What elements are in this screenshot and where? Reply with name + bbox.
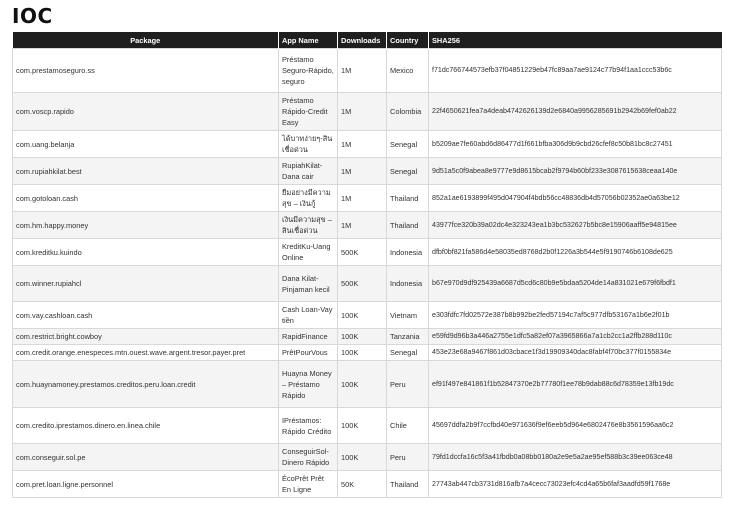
app-name-cell: ÉcoPrêt Prêt En Ligne	[279, 471, 338, 498]
downloads-cell: 1M	[338, 212, 387, 239]
sha256-cell: b5209ae7fe60abd6d86477d1f661bfba306d9b9cbd26cfef8c50b81bc8c27451	[429, 131, 722, 158]
downloads-cell: 1M	[338, 185, 387, 212]
package-cell: com.hm.happy.money	[13, 212, 279, 239]
downloads-cell: 100K	[338, 302, 387, 329]
table-row	[13, 471, 722, 498]
country-cell: Thailand	[387, 185, 429, 212]
app-name-cell: ยืมอย่างมีความสุข – เงินกู้	[279, 185, 338, 212]
app-name-cell: PrêtPourVous	[279, 345, 338, 361]
package-cell: com.voscp.rapido	[13, 93, 279, 131]
sha256-cell: b67e970d9df925439a6687d5cd6c80b9e5bdaa5204de14a831021e679f6fbdf1	[429, 266, 722, 302]
table-row	[13, 239, 722, 266]
column-header-downloads: Downloads	[338, 32, 387, 49]
sha256-cell: 27743ab447cb3731d816afb7a4cecc73023efc4cd4a65b6faf3aadfd59f1768e	[429, 471, 722, 498]
package-cell: com.uang.belanja	[13, 131, 279, 158]
header-row	[13, 32, 722, 49]
sha256-cell: 79fd1dccfa16c5f3a41fbdb0a08bb0180a2e9e5a2ae95ef588b3c39ee063ce48	[429, 444, 722, 471]
column-header-sha256: SHA256	[429, 32, 722, 49]
table-row	[13, 345, 722, 361]
table-row	[13, 49, 722, 93]
ioc-table	[12, 32, 722, 498]
table-row	[13, 361, 722, 408]
sha256-cell: 852a1ae6193899f495d047904f4bdb56cc48836db4d57056b02352ae0a63be12	[429, 185, 722, 212]
app-name-cell: Dana Kilat-Pinjaman kecil	[279, 266, 338, 302]
app-name-cell: IPréstamos: Rápido Crédito	[279, 408, 338, 444]
column-header-country: Country	[387, 32, 429, 49]
package-cell: com.credit.orange.enespeces.mtn.ouest.wave.argent.tresor.payer.pret	[13, 345, 279, 361]
table-row	[13, 302, 722, 329]
table-row	[13, 131, 722, 158]
country-cell: Peru	[387, 444, 429, 471]
sha256-cell: e59fd9d96b3a446a2755e1dfc5a82ef07a3965866a7a1cb2cc1a2ffb288d110c	[429, 329, 722, 345]
app-name-cell: RupiahKilat-Dana cair	[279, 158, 338, 185]
package-cell: com.prestamoseguro.ss	[13, 49, 279, 93]
column-header-app-name: App Name	[279, 32, 338, 49]
downloads-cell: 500K	[338, 239, 387, 266]
sha256-cell: 453e23e68a9467f861d03cbace1f3d19909340dac8fabf4f70bc377f0155834e	[429, 345, 722, 361]
table-row	[13, 212, 722, 239]
package-cell: com.gotoloan.cash	[13, 185, 279, 212]
sha256-cell: f71dc766744573efb37f04851229eb47fc89aa7ae9124c77b94f1aa1ccc53b6c	[429, 49, 722, 93]
package-cell: com.huaynamoney.prestamos.creditos.peru.loan.credit	[13, 361, 279, 408]
downloads-cell: 100K	[338, 408, 387, 444]
downloads-cell: 1M	[338, 93, 387, 131]
downloads-cell: 1M	[338, 158, 387, 185]
package-cell: com.conseguir.sol.pe	[13, 444, 279, 471]
country-cell: Indonesia	[387, 266, 429, 302]
package-cell: com.restrict.bright.cowboy	[13, 329, 279, 345]
country-cell: Senegal	[387, 345, 429, 361]
app-name-cell: ได้บาทง่ายๆ-สินเชื่อด่วน	[279, 131, 338, 158]
downloads-cell: 1M	[338, 49, 387, 93]
downloads-cell: 100K	[338, 345, 387, 361]
app-name-cell: Préstamo Seguro-Rápido, seguro	[279, 49, 338, 93]
country-cell: Indonesia	[387, 239, 429, 266]
table-row	[13, 158, 722, 185]
sha256-cell: e303fdfc7fd02572e387b8b992be2fed57194c7af5c977dfb53167a1b6e2f01b	[429, 302, 722, 329]
country-cell: Peru	[387, 361, 429, 408]
app-name-cell: KreditKu-Uang Online	[279, 239, 338, 266]
package-cell: com.credito.iprestamos.dinero.en.linea.chile	[13, 408, 279, 444]
downloads-cell: 100K	[338, 329, 387, 345]
downloads-cell: 100K	[338, 444, 387, 471]
country-cell: Thailand	[387, 212, 429, 239]
table-row	[13, 93, 722, 131]
page-title: IOC	[12, 4, 53, 28]
sha256-cell: 22f4650621fea7a4deab4742626139d2e6840a9956285691b2942b69fef0ab22	[429, 93, 722, 131]
country-cell: Colombia	[387, 93, 429, 131]
country-cell: Thailand	[387, 471, 429, 498]
country-cell: Senegal	[387, 131, 429, 158]
table-row	[13, 444, 722, 471]
app-name-cell: Préstamo Rápido-Credit Easy	[279, 93, 338, 131]
country-cell: Vietnam	[387, 302, 429, 329]
column-header-package: Package	[13, 32, 279, 49]
sha256-cell: 9d51a5c0f9abea8e9777e9d8615bcab2f9794b60bf233e3087615638ceaa140e	[429, 158, 722, 185]
package-cell: com.winner.rupiahcl	[13, 266, 279, 302]
package-cell: com.kreditku.kuindo	[13, 239, 279, 266]
app-name-cell: Huayna Money – Préstamo Rápido	[279, 361, 338, 408]
app-name-cell: ConseguirSol-Dinero Rápido	[279, 444, 338, 471]
sha256-cell: 43977fce320b39a02dc4e323243ea1b3bc532627b5bc8e15906aaff5e94815ee	[429, 212, 722, 239]
country-cell: Senegal	[387, 158, 429, 185]
package-cell: com.rupiahkilat.best	[13, 158, 279, 185]
package-cell: com.pret.loan.ligne.personnel	[13, 471, 279, 498]
table-header	[13, 32, 722, 49]
country-cell: Mexico	[387, 49, 429, 93]
country-cell: Tanzania	[387, 329, 429, 345]
sha256-cell: dfbf0bf821fa586d4e58035ed8768d2b0f1226a3b544e5f9190746b6108de625	[429, 239, 722, 266]
downloads-cell: 100K	[338, 361, 387, 408]
downloads-cell: 500K	[338, 266, 387, 302]
app-name-cell: Cash Loan-Vay tiền	[279, 302, 338, 329]
app-name-cell: RapidFinance	[279, 329, 338, 345]
downloads-cell: 1M	[338, 131, 387, 158]
table-row	[13, 185, 722, 212]
country-cell: Chile	[387, 408, 429, 444]
table-row	[13, 266, 722, 302]
table-body	[13, 49, 722, 498]
package-cell: com.vay.cashloan.cash	[13, 302, 279, 329]
sha256-cell: ef91f497e841861f1b52847370e2b77780f1ee78b9dab88c6d78359e13fb19dc	[429, 361, 722, 408]
app-name-cell: เงินมีความสุข – สินเชื่อด่วน	[279, 212, 338, 239]
sha256-cell: 45697ddfa2b9f7ccfbd40e971636f9ef6eeb5d964e6802476e8b3561596aa6c2	[429, 408, 722, 444]
downloads-cell: 50K	[338, 471, 387, 498]
table-row	[13, 329, 722, 345]
table-row	[13, 408, 722, 444]
